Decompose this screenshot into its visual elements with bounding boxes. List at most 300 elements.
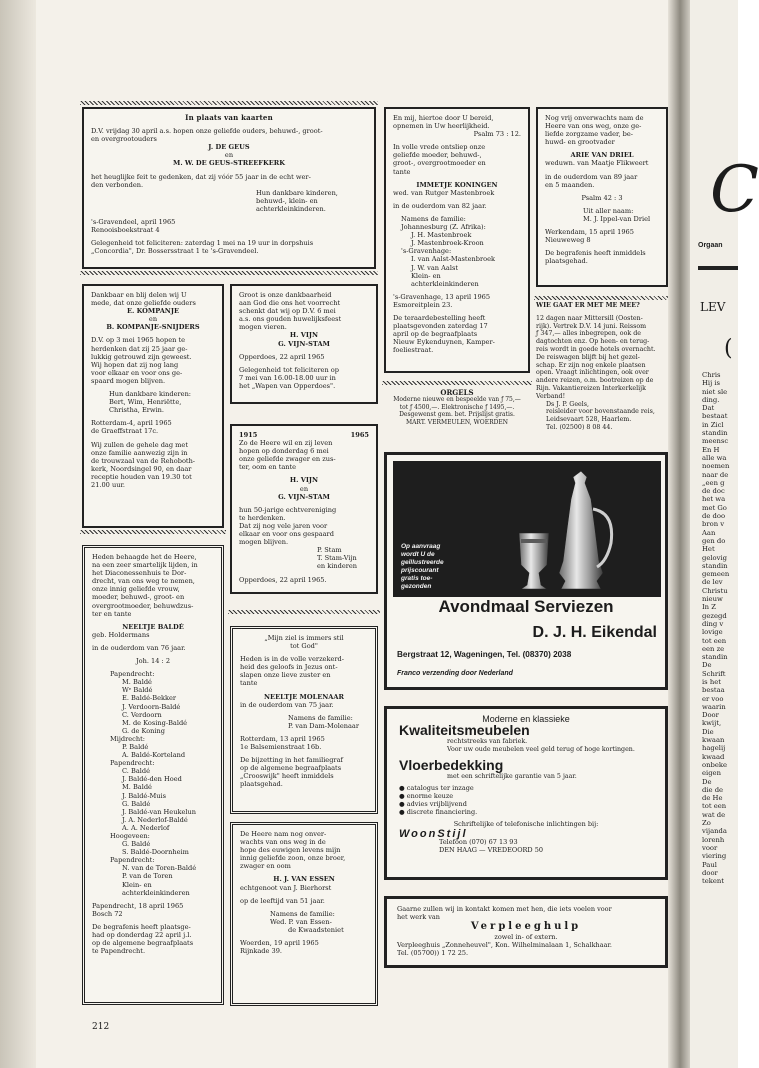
wavy-divider <box>534 296 670 300</box>
announcement-title: In plaats van kaarten <box>185 113 273 122</box>
article-line: En H <box>702 445 720 454</box>
signature-line: T. Stam-Vijn <box>317 554 357 563</box>
text-line: moeder, behuwd-, groot- en <box>92 593 185 602</box>
text-line: de trouwzaal van de Rehoboth- <box>91 456 196 465</box>
article-line: Aan <box>702 528 716 537</box>
text-line: huwd- en grootvader <box>545 138 615 147</box>
wavy-divider <box>228 610 380 614</box>
article-line: een ze <box>702 644 725 653</box>
text-line: hope des euwigen levens mijn <box>240 846 341 855</box>
family-member: A. A. Nederlof <box>122 823 170 832</box>
article-line: niet sle <box>702 387 728 396</box>
text-line: Dat zij nog vele jaren voor <box>239 521 328 530</box>
ad-info-line: Schriftelijke of telefonische inlichtingen bij: <box>453 819 599 828</box>
announcement-vijn-gold <box>230 284 378 404</box>
text-line: Verband! <box>536 392 566 400</box>
text-line: in de ouderdom van 75 jaar. <box>240 700 334 709</box>
article-line: het wa <box>702 495 726 504</box>
family-member: M. Baldé <box>122 678 152 687</box>
text-line: plaatsgevonden zaterdag 17 <box>393 322 488 331</box>
article-line: tekent <box>702 877 725 886</box>
text-line: op de leeftijd van 51 jaar. <box>240 896 325 905</box>
text-line: Heden is in de volle verzekerd- <box>240 655 344 664</box>
ad-side-text <box>401 543 444 591</box>
person-name: G. VIJN-STAM <box>278 492 330 501</box>
ad-brand-woonstijl: WoonStijl <box>399 827 468 840</box>
article-line: kwaan <box>702 736 725 745</box>
article-line: wat de <box>702 810 726 819</box>
article-line: tot een <box>702 802 727 811</box>
family-member: G. Baldé <box>122 799 151 808</box>
text-line: Nieuw Eykenduynen, Kamper- <box>393 338 495 347</box>
ad-bullet-list <box>399 784 653 816</box>
person-name: H. VIJN <box>289 476 319 485</box>
family-member: Klein- en <box>122 880 152 889</box>
bullet-text: advies vrijblijvend <box>406 799 467 808</box>
text-line: mogen vieren. <box>239 323 287 332</box>
quote-line: „Mijn ziel is immers stil <box>264 634 344 642</box>
article-line: vijanda <box>702 827 727 836</box>
furniture-ad <box>384 706 668 880</box>
signature-line: achterkleinkinderen. <box>256 204 326 213</box>
travel-ad-title: WIE GAAT ER MET ME MEE? <box>536 302 640 309</box>
text-line: De begrafenis heeft plaatsge- <box>92 922 191 931</box>
place-date: Werkendam, 15 april 1965 <box>545 228 634 237</box>
text-line: 12 dagen naar Mittersill (Oosten- <box>536 314 643 322</box>
person-name: IMMETJE KONINGEN <box>416 180 498 189</box>
contact-line: reisleider voor bovenstaande reis, <box>546 408 655 416</box>
ad-phone: Telefoon (070) 67 13 93 <box>439 837 518 846</box>
text-line: „Concordia", Dr. Bossersstraat 1 te 's-Gravendeel. <box>91 247 259 256</box>
text-line: drecht, van ons weg te nemen, <box>92 577 195 586</box>
article-line: De <box>702 661 712 670</box>
text-line: heid des geloofs in Jezus ont- <box>240 663 338 672</box>
article-line: met Go <box>702 503 727 512</box>
text-line: reis wordt in goede hotels overnacht. <box>536 345 656 353</box>
text-line: opnemen in Uw heerlijkheid. <box>393 122 490 131</box>
bullet-item <box>399 808 653 816</box>
family-title: Namens de familie: <box>401 214 466 223</box>
text-line: De reiswagen blijft bij het gezel- <box>536 353 640 361</box>
announcement-vijn-anniversary <box>230 424 378 594</box>
family-member: J. Baldé-Muis <box>122 791 167 800</box>
family-place: Hoogeveen: <box>110 832 150 840</box>
family-place: Mijdrecht: <box>110 734 145 743</box>
nursing-ad <box>384 896 668 968</box>
ad-city: DEN HAAG — VREDEOORD 50 <box>439 845 543 854</box>
year-row <box>239 431 369 439</box>
ad-subline: Voor uw oude meubelen veel geld terug of hoge kortingen. <box>447 745 635 753</box>
text-line: lukkig getrouwd zijn geweest. <box>91 352 192 361</box>
article-line: Die <box>702 727 714 736</box>
family-member: E. Baldé-Bekker <box>122 694 177 703</box>
article-line: standin <box>702 561 728 570</box>
article-line: Chris <box>702 371 721 379</box>
article-line: meensc <box>702 437 729 446</box>
obituary-van-driel <box>536 107 668 287</box>
text-line: en overgrootouders <box>91 135 157 144</box>
place-date: 1e Balsemienstraat 16b. <box>240 743 322 752</box>
place-date: Nieuweweg 8 <box>545 236 591 245</box>
text-line: onze innig geliefde vrouw, <box>92 585 180 594</box>
ad-brand-verpleeghulp: Verpleeghulp <box>470 921 582 932</box>
text-line: april op de begraafplaats <box>393 330 478 339</box>
text-line: D.V. vrijdag 30 april a.s. hopen onze geliefde ouders, behuwd-, groot- <box>91 127 323 136</box>
family-member: J. Baldé-van Heukelun <box>122 807 196 816</box>
article-line: eigen <box>702 769 721 778</box>
text-line: in de ouderdom van 76 jaar. <box>92 643 186 652</box>
text-line: echtgenoot van J. Bierhorst <box>240 883 332 892</box>
place-date: Rijnkade 39. <box>240 947 282 956</box>
text-line: 7 mei van 16.00-18.00 uur in <box>239 373 336 382</box>
signature-line: Bert, Wim, Henriëtte, <box>109 398 182 407</box>
article-line: in Zicl <box>702 420 724 429</box>
signature-line: P. Stam <box>317 546 342 555</box>
text-line: Nog vrij onverwachts nam de <box>545 114 644 122</box>
family-member: Klein- en <box>411 271 441 280</box>
article-line: de He <box>702 794 723 803</box>
family-place: Papendrecht: <box>110 759 155 768</box>
facing-page <box>690 0 759 1068</box>
text-line: schap. Er zijn nog enkele plaatsen <box>536 361 646 369</box>
family-place: Johannesburg (Z. Afrika): <box>401 223 486 232</box>
text-line: het „Wapen van Opperdoes". <box>239 381 336 390</box>
person-name: J. DE GEUS <box>208 143 250 152</box>
family-member: J. Baldé-den Hoed <box>122 775 182 784</box>
article-line: standin <box>702 429 728 438</box>
text-line: D.V. op 3 mei 1965 hopen te <box>91 336 185 345</box>
article-line: Schrift <box>702 669 726 678</box>
page-number: 212 <box>92 1022 110 1032</box>
side-line: gratis toe- <box>401 575 433 582</box>
place-date: de Graeffstraat 17c. <box>91 427 159 436</box>
article-line: bestaat <box>702 412 728 421</box>
signature-line: P. van Dam-Molenaar <box>288 721 359 730</box>
bullet-icon: ● <box>399 799 407 808</box>
text-line: tot ƒ 4500,—. Elektronische ƒ 1495,—. <box>399 403 515 411</box>
text-line: 21.00 uur. <box>91 480 125 489</box>
family-place: Papendrecht: <box>110 856 155 865</box>
bullet-text: discrete financiering. <box>406 807 478 816</box>
family-member: S. Baldé-Doornheim <box>122 848 189 857</box>
bullet-item <box>399 800 653 808</box>
quote-line: tot God" <box>290 642 318 651</box>
text-line: De begrafenis heeft inmiddels <box>545 249 646 258</box>
article-paren: ( <box>724 336 733 361</box>
article-line: De <box>702 777 712 786</box>
bible-verse: Psalm 42 : 3 <box>581 193 623 202</box>
text-line: In volle vrede ontsliep onze <box>393 143 486 152</box>
article-heading: LEV <box>700 300 726 314</box>
text-line: Dankbaar en blij delen wij U <box>91 291 187 299</box>
article-line: ding. <box>702 395 720 404</box>
text-line: tante <box>240 679 258 688</box>
article-line: bestaa <box>702 686 725 695</box>
family-member: J. W. van Aalst <box>411 263 458 272</box>
text-line: Wij hopen dat zij nog lang <box>91 360 179 369</box>
family-member: M. de Kosing-Baldé <box>122 718 188 727</box>
place-date: Papendrecht, 18 april 1965 <box>92 901 184 910</box>
year-end: 1965 <box>350 431 369 439</box>
obituary-van-essen <box>230 822 378 1006</box>
family-member: G. de Koning <box>122 726 165 735</box>
text-line: open. Vraagt inlichtingen, ook over <box>536 369 649 377</box>
text-line: op de algemene begraafplaats <box>92 939 194 948</box>
article-line: ding v <box>702 619 724 628</box>
text-line: foeliestraat. <box>393 346 434 355</box>
side-line: prijscourant <box>401 567 439 574</box>
obituary-molenaar <box>230 626 378 814</box>
text-line: Groot is onze dankbaarheid <box>239 291 332 299</box>
family-member: P. van de Toren <box>122 872 173 881</box>
text-line: na een zeer smartelijk lijden, in <box>92 561 198 570</box>
person-name: NEELTJE MOLENAAR <box>264 692 344 701</box>
family-member: achterkleinkinderen <box>411 279 479 288</box>
text-line: hopen op donderdag 6 mei <box>239 447 329 456</box>
ad-company: D. J. H. Eikendal <box>532 624 657 641</box>
text-en: en <box>299 484 309 493</box>
text-line: groot-, overgrootmoeder en <box>393 159 486 168</box>
person-name: H. VIJN <box>289 331 319 340</box>
text-line: en 5 maanden. <box>545 180 595 189</box>
signature-line: Namens de familie: <box>270 909 335 918</box>
text-line: receptie houden van 19.30 tot <box>91 472 192 481</box>
text-line: Desgewenst gem. bet. Prijslijst gratis. <box>399 411 515 419</box>
article-line: nieuw <box>702 595 723 604</box>
address-line: Tel. (05700)) 1 72 25. <box>397 949 469 957</box>
text-en: en <box>148 315 158 324</box>
article-line: Het <box>702 545 715 554</box>
text-line: onze familie aanwezig zijn in <box>91 448 188 457</box>
side-line: wordt U de <box>401 551 435 558</box>
communion-ad <box>384 452 668 690</box>
article-line: waarin <box>702 702 726 711</box>
bullet-text: enorme keuze <box>406 791 454 800</box>
place-date: Rotterdam, 13 april 1965 <box>240 734 325 743</box>
announcement-de-geus <box>82 107 376 269</box>
article-line: onbeke <box>702 760 727 769</box>
text-line: „Crooswijk" heeft inmiddels <box>240 772 334 781</box>
text-line: Heden behaagde het de Heere, <box>92 553 197 561</box>
bullet-icon: ● <box>399 783 407 792</box>
article-line: Door <box>702 711 719 720</box>
ad-subline: met een schriftelijke garantie van 5 jaar. <box>447 773 577 781</box>
family-place: Papendrecht: <box>110 670 155 679</box>
bullet-item <box>399 784 653 792</box>
text-line: ter, oom en tante <box>239 463 297 472</box>
article-line: Zo <box>702 819 711 828</box>
person-name: ARIE VAN DRIEL <box>570 151 634 160</box>
text-line: MART. VERMEULEN, WOERDEN <box>405 418 509 426</box>
place-date: 's-Gravenhage, 13 april 1965 <box>393 292 491 301</box>
announcement-kompanje <box>82 284 224 528</box>
ad-tagline: Franco verzending door Nederland <box>397 670 513 677</box>
text-line: Rijn. Vakantiereizen Interkerkelijk <box>536 384 646 392</box>
signature-line: Uit aller naam: <box>583 206 634 215</box>
text-line: De bijzetting in het familiegraf <box>240 756 343 765</box>
text-line: weduwn. van Maatje Flikweert <box>545 159 649 168</box>
text-line: liefde zorgzame vader, be- <box>545 130 634 139</box>
text-line: wed. van Rutger Mastenbroek <box>393 188 495 197</box>
text-line: De teraardebestelling heeft <box>393 313 486 322</box>
bullet-text: catalogus ter inzage <box>406 783 474 792</box>
organs-ad-title: ORGELS <box>440 388 474 397</box>
address-line: Verpleeghuis „Zonneheuvel", Kon. Wilhelminalaan 1, Schalkhaar. <box>397 941 612 949</box>
masthead-letter: C <box>710 153 759 227</box>
article-line: standin <box>702 653 728 662</box>
text-en: en <box>224 151 234 160</box>
article-line: gemeen <box>702 570 730 579</box>
article-line: „een g <box>702 478 725 487</box>
article-line: lorenh <box>702 835 725 844</box>
text-line: slapen onze lieve zuster en <box>240 671 331 680</box>
text-line: in de ouderdom van 89 jaar <box>545 172 638 181</box>
contact-line: Leidsevaart 528, Haarlem. <box>546 416 632 424</box>
family-member: achterkleinkinderen <box>122 888 190 897</box>
place-date: Opperdoes, 22 april 1965. <box>239 575 327 584</box>
text-line: het heuglijke feit te gedenken, dat zij vóór 55 jaar in de echt wer- <box>91 172 311 181</box>
obituary-balde <box>82 545 224 1005</box>
text-line: had op donderdag 22 april j.l. <box>92 931 192 940</box>
text-line: kerk, Noordsingel 90, en daar <box>91 464 192 473</box>
text-line: mogen blijven. <box>239 538 289 547</box>
text-line: Wij zullen de gehele dag met <box>91 440 188 449</box>
jug-and-cup-icon <box>511 469 631 595</box>
signature-line: Wed. P. van Essen- <box>270 917 332 926</box>
person-name: B. KOMPANJE-SNIJDERS <box>106 323 200 332</box>
text-line: spaard mogen blijven. <box>91 376 166 385</box>
family-member: N. van de Toren-Baldé <box>122 864 197 873</box>
family-place: 's-Gravenhage: <box>401 247 452 256</box>
bullet-icon: ● <box>399 807 407 816</box>
place-date: Renooisboekstraat 4 <box>91 226 160 235</box>
text-line: ter en tante <box>92 609 132 618</box>
text-line: voor elkaar en voor ons ge- <box>91 368 183 377</box>
article-line: gezegd <box>702 611 727 620</box>
text-line: ƒ 347,— alles inbegrepen, ook de <box>536 330 641 338</box>
article-line: kwijt, <box>702 719 722 728</box>
family-member: J. H. Mastenbroek <box>411 231 472 240</box>
place-date: Esmoreitplein 23. <box>393 300 453 309</box>
family-member: G. Baldé <box>122 840 151 849</box>
article-line: de lev <box>702 578 723 587</box>
text-line: overgrootmoeder, behuwdzus- <box>92 601 194 610</box>
article-line: viering <box>702 852 727 861</box>
article-line: naar de <box>702 470 729 479</box>
article-line: Paul <box>702 860 717 869</box>
bible-verse: Joh. 14 : 2 <box>135 657 171 666</box>
text-line: mede, dat onze geliefde ouders <box>91 299 196 308</box>
article-line: Christu <box>702 586 728 595</box>
text-line: het werk van <box>397 913 440 921</box>
article-line: In Z <box>702 603 716 612</box>
text-line: Zo de Heere wil en zij leven <box>239 439 333 448</box>
text-line: aan God die ons het voorrecht <box>239 299 341 308</box>
text-line: Gelegenheid tot feliciteren op <box>239 365 339 374</box>
signature-line: Hun dankbare kinderen, <box>256 188 338 197</box>
article-line: lovige <box>702 628 723 637</box>
person-name: NEELTJE BALDÉ <box>122 622 184 631</box>
article-line: Dat <box>702 404 715 413</box>
ad-top-line: Moderne en klassieke <box>482 714 570 724</box>
text-line: Gelegenheid tot feliciteren: zaterdag 1 mei na 19 uur in dorpshuis <box>91 239 314 248</box>
text-line: Moderne nieuwe en bespeelde van ƒ 75,— <box>393 396 521 404</box>
article-line: gen do <box>702 536 726 545</box>
binding-gutter <box>668 0 690 1068</box>
wavy-divider <box>80 530 226 534</box>
wavy-divider <box>382 381 532 385</box>
person-name: G. VIJN-STAM <box>278 339 330 348</box>
place-date: Bosch 72 <box>92 909 123 918</box>
bible-verse: Psalm 73 : 12. <box>473 130 521 139</box>
article-line: tot een <box>702 636 727 645</box>
obituary-koningen <box>384 107 530 373</box>
text-line: tante <box>393 167 411 176</box>
wavy-border-top <box>80 101 378 105</box>
text-line: rijk). Vertrek D.V. 14 juni. Reissom <box>536 322 647 330</box>
text-line: te Papendrecht. <box>92 947 146 956</box>
text-line: den verbonden. <box>91 180 144 189</box>
article-line: is het <box>702 677 721 686</box>
text-line: Gaarne zullen wij in kontakt komen met hen, die iets voelen voor <box>397 905 612 913</box>
side-line: gezonden <box>401 583 432 590</box>
signature-line: M. J. Ippel-van Driel <box>583 214 651 223</box>
text-line: wachts van ons weg in de <box>240 838 326 847</box>
family-member: I. van Aalst-Mastenbroek <box>411 255 495 264</box>
contact-line: Ds J. P. Geels, <box>546 400 590 408</box>
side-line: geïllustreerde <box>401 559 444 566</box>
ad-photo <box>393 461 661 597</box>
article-line: noemen <box>702 462 730 471</box>
text-line: het Diaconessenhuis te Dor- <box>92 569 187 578</box>
text-line: Heere van ons weg, onze ge- <box>545 122 642 131</box>
person-name: M. W. DE GEUS-STREEFKERK <box>173 159 285 168</box>
text-line: op de algemene begraafplaats <box>240 764 342 773</box>
signature-line: Christha, Erwin. <box>109 406 165 415</box>
ad-title-flooring: Vloerbedekking <box>399 757 504 774</box>
text-line: onze geliefde zwager en zus- <box>239 455 336 464</box>
person-name: H. J. VAN ESSEN <box>273 875 335 884</box>
text-line: a.s. ons gouden huwelijksfeest <box>239 315 342 324</box>
signature-line: Namens de familie: <box>288 713 353 722</box>
signature-line: en kinderen <box>317 562 358 571</box>
person-name: E. KOMPANJE <box>127 307 179 316</box>
text-line: andere reizen, o.m. bootreizen op de <box>536 377 654 385</box>
travel-ad <box>536 302 668 432</box>
text-line: plaatsgehad. <box>545 257 588 266</box>
side-line: Op aanvraag <box>401 543 441 550</box>
ad-headline: Avondmaal Serviezen <box>438 597 614 616</box>
year-start: 1915 <box>239 431 258 439</box>
ad-subline: zowel in- of extern. <box>494 933 558 941</box>
text-line: De Heere nam nog onver- <box>240 830 327 838</box>
article-line: Hij is <box>702 379 721 388</box>
article-line: alle wa <box>702 453 727 462</box>
family-member: J. Mastenbroek-Kroon <box>411 239 484 248</box>
signature-line: behuwd-, klein- en <box>256 196 318 205</box>
text-line: te herdenken. <box>239 513 286 522</box>
family-list <box>92 670 214 897</box>
place-date: Opperdoes, 22 april 1965 <box>239 352 325 361</box>
signature-line: Hun dankbare kinderen: <box>109 390 192 399</box>
signature-line: de Kwaadsteniet <box>288 925 344 934</box>
text-line: geliefde moeder, behuwd-, <box>393 151 482 160</box>
article-line: hagelij <box>702 744 726 753</box>
ad-address: Bergstraat 12, Wageningen, Tel. (08370) 2038 <box>397 650 572 659</box>
ad-subline: rechtstreeks van fabriek. <box>447 738 528 746</box>
text-line: in de ouderdom van 82 jaar. <box>393 201 487 210</box>
wavy-border-bottom <box>80 271 378 275</box>
